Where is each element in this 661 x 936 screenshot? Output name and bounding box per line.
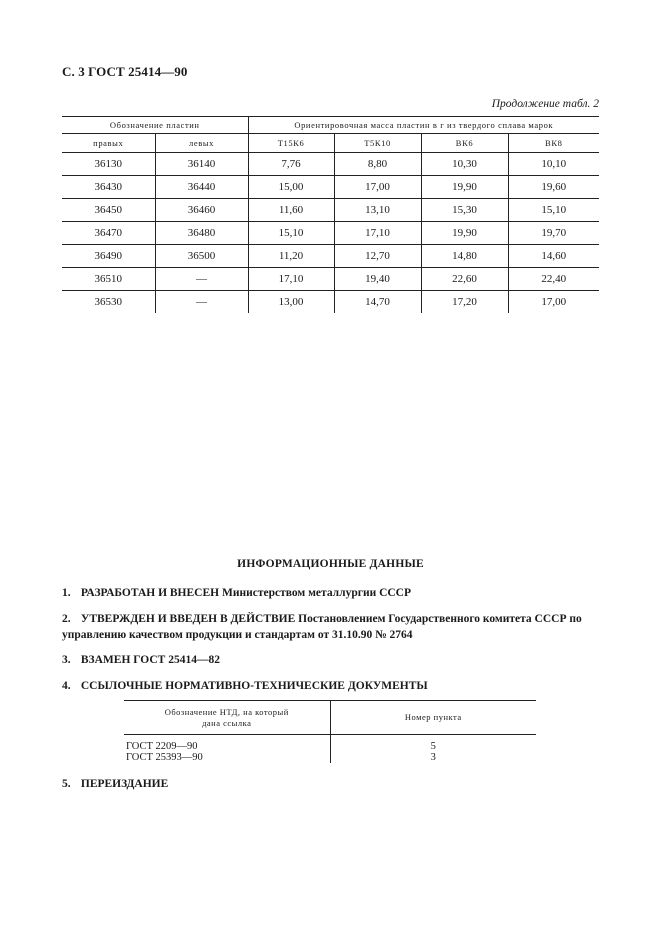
table-cell: 36530	[94, 296, 122, 308]
reference-docs-table	[124, 700, 536, 763]
column-header-t15k6: Т15К6	[248, 134, 334, 153]
ref-table-row	[124, 735, 536, 753]
table-cell: —	[155, 268, 248, 291]
info-item-approved	[62, 611, 599, 643]
table-cell: 19,90	[421, 176, 508, 199]
table-cell: 13,00	[248, 291, 334, 314]
table-cell: 17,10	[248, 268, 334, 291]
item-number: 3.	[62, 654, 71, 666]
item-number: 2.	[62, 613, 71, 625]
table-cell: 22,40	[508, 268, 599, 291]
column-header-vk6: ВК6	[421, 134, 508, 153]
table-cell: 11,20	[248, 245, 334, 268]
table-cell: 12,70	[334, 245, 421, 268]
table-cell: 36470	[62, 222, 155, 245]
table-row	[62, 291, 599, 314]
table-cell: 14,60	[508, 245, 599, 268]
table-cell: 14,70	[334, 291, 421, 314]
plate-mass-table	[62, 116, 599, 313]
ref-cell-clause: 3	[330, 752, 536, 763]
table-cell: 36440	[155, 176, 248, 199]
group-header-plate-designation: Обозначение пластин	[62, 117, 248, 134]
table-cell: —	[155, 291, 248, 314]
ref-header-line: Обозначение НТД, на который	[164, 706, 289, 717]
ref-header-line: дана ссылка	[202, 717, 252, 728]
column-header-right: правых	[62, 134, 155, 153]
table-cell: 19,90	[421, 222, 508, 245]
ref-cell-clause: 5	[330, 735, 536, 753]
item-number: 4.	[62, 680, 71, 692]
table-cell: 36430	[62, 176, 155, 199]
item-text: ВЗАМЕН ГОСТ 25414—82	[80, 654, 220, 666]
item-label: РАЗРАБОТАН И ВНЕСЕН	[80, 587, 220, 599]
item-label: УТВЕРЖДЕН И ВВЕДЕН В ДЕЙСТВИЕ	[80, 613, 296, 625]
column-header-vk8: ВК8	[508, 134, 599, 153]
table-cell: 36510	[62, 268, 155, 291]
info-item-reference-docs	[62, 678, 599, 694]
item-number: 1.	[62, 587, 71, 599]
table-cell: 10,30	[421, 153, 508, 176]
table-cell: 15,10	[508, 199, 599, 222]
table-cell: 14,80	[421, 245, 508, 268]
table-cell: 17,20	[421, 291, 508, 314]
ref-cell-document: ГОСТ 2209—90	[126, 741, 198, 752]
table-cell: 15,10	[248, 222, 334, 245]
table-cell: 36140	[155, 153, 248, 176]
table-cell: 36500	[155, 245, 248, 268]
item-text: Министерством металлургии СССР	[221, 587, 412, 599]
table-cell: 15,00	[248, 176, 334, 199]
table-cell: 13,10	[334, 199, 421, 222]
ref-table-row	[124, 752, 536, 763]
table-row	[62, 199, 599, 222]
table-row	[62, 153, 599, 176]
table-row	[62, 176, 599, 199]
table-cell: 36460	[155, 199, 248, 222]
table-cell: 36490	[62, 245, 155, 268]
table-cell: 19,60	[508, 176, 599, 199]
table-group-header-row	[62, 117, 599, 134]
table-cell: 36480	[155, 222, 248, 245]
table-column-header-row	[62, 134, 599, 153]
column-header-t5k10: Т5К10	[334, 134, 421, 153]
table-row	[62, 222, 599, 245]
table-cell: 19,40	[334, 268, 421, 291]
table-cell: 19,70	[508, 222, 599, 245]
item-number: 5.	[62, 778, 71, 790]
item-text: Постановлением Государственного комитета СССР по	[298, 613, 582, 625]
table-row	[62, 245, 599, 268]
info-item-developed	[62, 585, 599, 601]
table-cell: 36130	[62, 153, 155, 176]
ref-column-header-clause: Номер пункта	[330, 701, 536, 735]
table-cell: 17,10	[334, 222, 421, 245]
ref-column-header-document	[124, 701, 330, 735]
info-item-reissue	[62, 776, 599, 792]
item-text: ССЫЛОЧНЫЕ НОРМАТИВНО-ТЕХНИЧЕСКИЕ ДОКУМЕНТЫ	[80, 680, 428, 692]
table-cell: 10,10	[508, 153, 599, 176]
table-row	[62, 268, 599, 291]
ref-table-header-row	[124, 701, 536, 735]
table-cell: 8,80	[334, 153, 421, 176]
table-cell: 15,30	[421, 199, 508, 222]
column-header-left: левых	[155, 134, 248, 153]
table-cell: 17,00	[334, 176, 421, 199]
table-continuation-note: Продолжение табл. 2	[491, 98, 599, 110]
table-cell: 36450	[62, 199, 155, 222]
info-item-replaces	[62, 652, 599, 668]
item-text-continuation: управлению качеством продукции и стандартам от 31.10.90 № 2764	[62, 629, 413, 641]
page-header: С. 3 ГОСТ 25414—90	[62, 64, 188, 79]
table-cell: 22,60	[421, 268, 508, 291]
ref-cell-document: ГОСТ 25393—90	[126, 752, 203, 763]
table-cell: 11,60	[248, 199, 334, 222]
table-cell: 7,76	[248, 153, 334, 176]
table-cell: 17,00	[508, 291, 599, 314]
item-text: ПЕРЕИЗДАНИЕ	[80, 778, 169, 790]
info-section-title: ИНФОРМАЦИОННЫЕ ДАННЫЕ	[237, 558, 424, 570]
group-header-plate-mass: Ориентировочная масса пластин в г из твердого сплава марок	[248, 117, 599, 134]
